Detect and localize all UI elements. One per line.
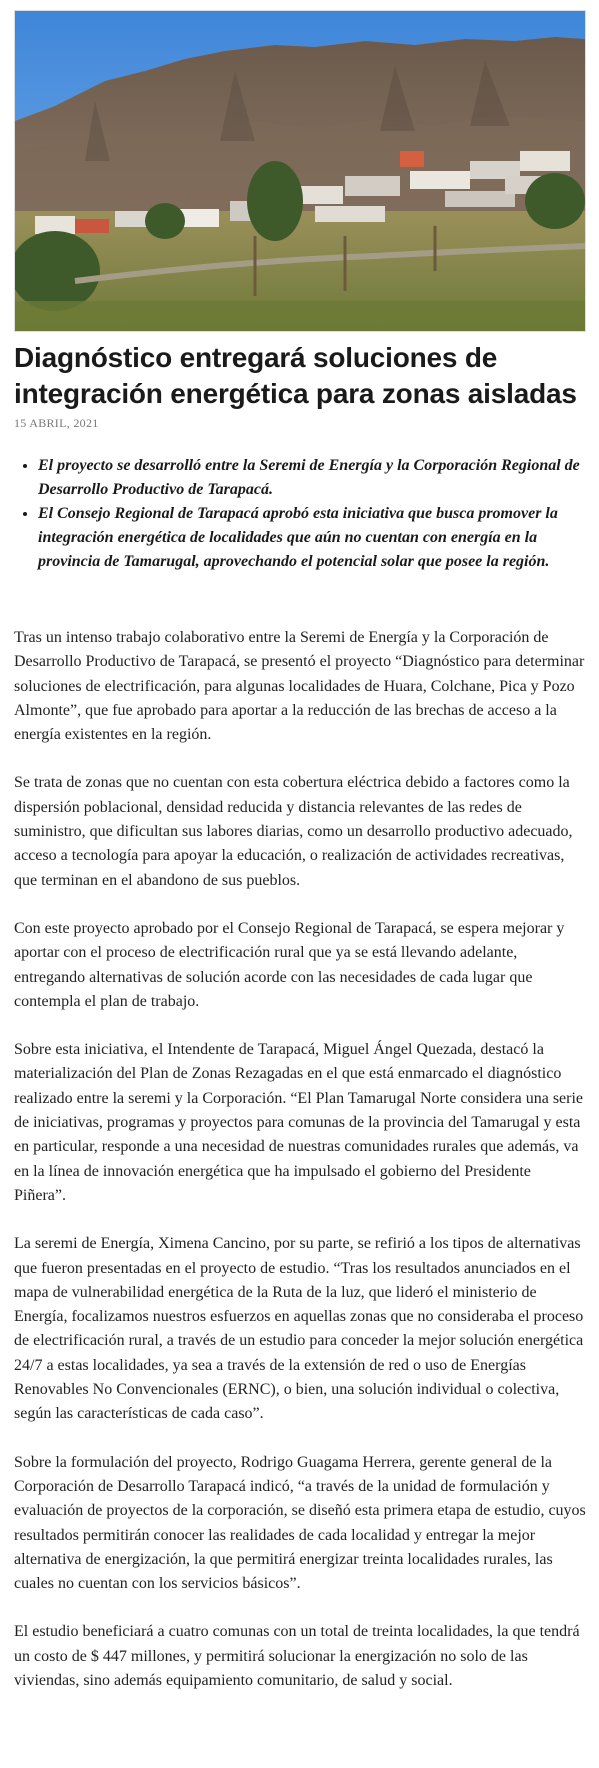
highlight-item: • El Consejo Regional de Tarapacá aprobó esta iniciativa que busca promover la integración energética de localidades que aún no cuentan con energía en la provincia de Tamarugal, aprovechando el potencial solar que posee la región. — [38, 502, 598, 574]
article-date: 15 ABRIL, 2021 — [14, 416, 99, 430]
article-highlights — [14, 454, 598, 574]
village-mountain-photo — [15, 11, 585, 331]
article-title: Diagnóstico entregará soluciones de integración energética para zonas aisladas — [14, 342, 577, 409]
article-paragraph: El estudio beneficiará a cuatro comunas con un total de treinta localidades, la que tendrá un costo de $ 447 millones, y permitirá solucionar la energización no solo de las viviendas, sino además equipamiento comunitario, de salud y social. — [14, 1623, 580, 1689]
article-paragraph: La seremi de Energía, Ximena Cancino, por su parte, se refirió a los tipos de alternativas que fueron presentadas en el proyecto de estudio. “Tras los resultados anunciados en el mapa de vulnerabilidad energética de la Ruta de la luz, que lideró el ministerio de Energía, focalizamos nuestros esfuerzos en aquellas zonas que no consideraba el proceso de electrificación rural, a través de un estudio para conceder la mejor solución energética 24/7 a estas localidades, ya sea a través de la extensión de red o uso de Energías Renovables No Convencionales (ERNC), o bien, una solución individual o colectiva, según las características de cada caso”. — [14, 1235, 584, 1423]
article-hero-image — [14, 10, 586, 332]
article-paragraph: Con este proyecto aprobado por el Consejo Regional de Tarapacá, se espera mejorar y aportar con el proceso de electrificación rural que ya se está llevando adelante, entregando alternativas de solución acorde con las necesidades de cada lugar que contempla el plan de trabajo. — [14, 919, 565, 1010]
article-paragraph: Sobre la formulación del proyecto, Rodrigo Guagama Herrera, gerente general de la Corporación de Desarrollo Tarapacá indicó, “a través de la unidad de formulación y evaluación de proyectos de la corporación, se diseñó esta primera etapa de estudio, cuyos resultados permitirán conocer las realidades de cada localidad y entregar la mejor alternativa de energización, la que permitirá energizar treinta localidades rurales, las cuales no cuentan con los servicios básicos”. — [14, 1453, 586, 1593]
article-paragraph: Sobre esta iniciativa, el Intendente de Tarapacá, Miguel Ángel Quezada, destacó la materialización del Plan de Zonas Rezagadas en el que está enmarcado el diagnóstico realizado entre la seremi y la Corporación. “El Plan Tamarugal Norte considera una serie de iniciativas, programas y proyectos para comunas de la provincia del Tamarugal y esta en particular, responde a una necesidad de nuestras comunidades rurales que además, va en la línea de innovación energética que ha impulsado el gobierno del Presidente Piñera”. — [14, 1041, 584, 1204]
highlight-item: • El proyecto se desarrolló entre la Seremi de Energía y la Corporación Regional de Desarrollo Productivo de Tarapacá. — [38, 454, 598, 502]
article-paragraph: Se trata de zonas que no cuentan con esta cobertura eléctrica debido a factores como la dispersión poblacional, densidad reducida y distancia relevantes de las redes de suministro, que dificultan sus labores diarias, como un desarrollo productivo adecuado, acceso a tecnología para apoyar la educación, o realización de actividades recreativas, que terminan en el abandono de sus pueblos. — [14, 774, 573, 889]
article-paragraph: Tras un intenso trabajo colaborativo entre la Seremi de Energía y la Corporación de Desarrollo Productivo de Tarapacá, se presentó el proyecto “Diagnóstico para determinar soluciones de electrificación, para algunas localidades de Huara, Colchane, Pica y Pozo Almonte”, que fue aprobado para aportar a la reducción de las brechas de acceso a la energía existentes en la región. — [14, 629, 585, 744]
article-body — [14, 626, 586, 1717]
